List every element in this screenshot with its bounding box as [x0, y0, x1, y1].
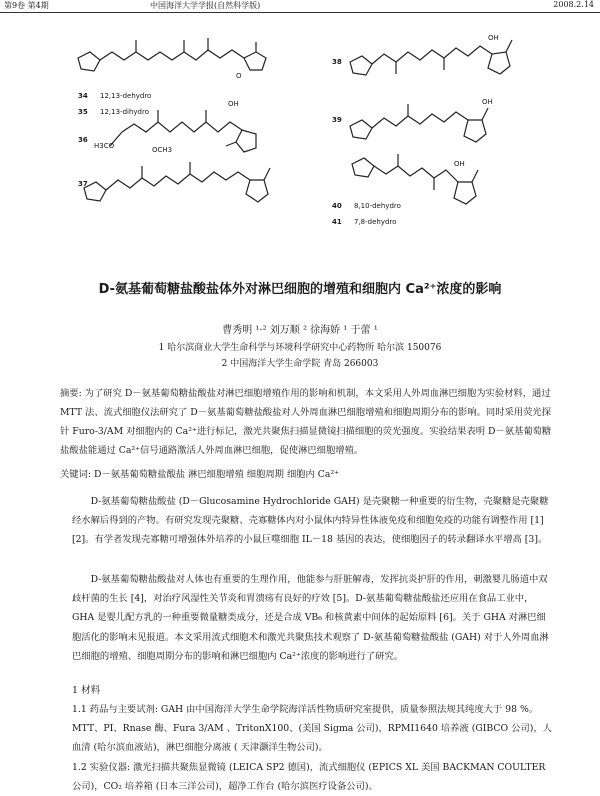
affiliation-1: 1 哈尔滨商业大学生命科学与环境科学研究中心药物所 哈尔滨 150076 [158, 343, 442, 353]
structure-39 [350, 104, 488, 142]
abstract: 摘要: 为了研究 D－氨基葡萄糖盐酸盐对淋巴细胞增殖作用的影响和机制，本文采用人外周血淋巴细胞为实验材料，通过 MTT 法、流式细胞仪法研究了 D－氨基葡萄糖盐酸盐对人外周血淋巴细胞增殖和细胞周期分布的影响。同时采用荧光探针 Furo-3/AM 对细胞内的 Ca²⁺进行标记，激光共聚焦扫描显微镜扫描细胞的荧光强度。实验结果表明 D－氨基葡萄糖盐酸盐能通过 Ca²⁺信号通路激活人外周血淋巴细胞，促使淋巴细胞增殖。 [60, 388, 552, 456]
keywords: 关键词: D－氨基葡萄糖盐酸盐 淋巴细胞增殖 细胞周期 细胞内 Ca²⁺ [60, 469, 340, 480]
compound-label: 39 [332, 116, 342, 124]
article-title: D-氨基葡萄糖盐酸盐体外对淋巴细胞的增殖和细胞内 Ca²⁺浓度的影响 [98, 282, 502, 297]
atom-o: O [236, 72, 242, 80]
atom-oh-40: OH [454, 160, 465, 168]
compound-label: 37 [78, 180, 88, 188]
running-header [0, 0, 600, 13]
atom-oh-38: OH [488, 34, 499, 42]
compound-label: 36 [78, 136, 88, 144]
structure-38 [350, 40, 512, 75]
authors: 曹秀明 ¹·² 刘万顺 ² 徐海娇 ¹ 于蕾 ¹ [222, 325, 378, 336]
affiliation-2: 2 中国海洋大学生命学院 青岛 266003 [221, 359, 379, 369]
paragraph-intro-2: D-氨基葡萄糖盐酸盐对人体也有重要的生理作用，他能参与肝脏解毒，发挥抗炎护肝的作用，刺激婴儿肠道中双歧杆菌的生长 [4]，对治疗风湿性关节炎和胃溃疡有良好的疗效 [5]。D-氨基葡萄糖盐酸盐还应用在食品工业中，GHA 是婴儿配方乳的一种重要微量糖类成分，还是合成 VB₆ 和核黄素中间体的起始原料 [6]。关于 GHA 对淋巴细胞活化的影响未见报道。本文采用流式细胞术和激光共聚焦技术观察了 D-氨基葡萄糖盐酸盐 (GAH) 对于人外周血淋巴细胞的增殖、细胞周期分布的影响和淋巴细胞内 Ca²⁺浓度的影响进行了研究。 [72, 574, 549, 662]
paragraph-instruments: 1.2 实验仪器: 激光扫描共聚焦显微镜 (LEICA SP2 德国)，流式细胞仪 (EPICS XL 美国 BACKMAN COULTER 公司)，CO₂ 培养箱 (日本三洋公司)，超净工作台 (哈尔滨医疗设备公司)。 [72, 762, 546, 793]
header-date: 2008.2.14 [553, 0, 594, 9]
structure-top-left [78, 38, 266, 71]
header-journal: 中国海洋大学学报(自然科学版) [150, 1, 261, 10]
paragraph-reagents: 1.1 药品与主要试剂: GAH 由中国海洋大学生命学院海洋活性物质研究室提供，质量参照法规其纯度大于 98 %。MTT、PI、Rnase 酶、Fura 3/AM 、TritonX100、(美国 Sigma 公司)，RPMI1640 培养液 (GIBCO 公司)，人血清 (哈尔滨血液站)，淋巴细胞分离液 ( 天津灏洋生物公司)。 [72, 704, 552, 754]
compound-label: 41 7,8-dehydro [332, 218, 397, 226]
atom-ome: H3CO [94, 142, 115, 150]
compound-label: 35 12,13-dihydro [78, 108, 149, 116]
header-volume: 第9卷 第4期 [4, 1, 49, 10]
atom-oh: OH [228, 100, 239, 108]
compound-label: 34 12,13-dehydro [78, 92, 152, 100]
atom-och3: OCH3 [152, 146, 173, 154]
paragraph-intro-1: D-氨基葡萄糖盐酸盐 (D－Glucosamine Hydrochloride GAH) 是壳聚糖一种重要的衍生物，壳聚糖是壳聚糖经水解后得到的产物。有研究发现壳聚糖、壳寡糖体内对小鼠体内特异性体液免疫和细胞免疫的功能有调整作用 [1][2]。有学者发现壳寡糖可增强体外培养的小鼠巨噬细胞 IL－18 基因的表达，使细胞因子的转录翻译水平增高 [3]。 [72, 496, 549, 546]
compound-label: 38 [332, 58, 342, 66]
structure-36 [110, 110, 256, 152]
atom-oh-39: OH [482, 98, 493, 106]
structure-37 [84, 162, 270, 202]
chemical-structures-figure [0, 14, 600, 272]
section-heading-materials: 1 材料 [72, 685, 101, 696]
compound-label: 40 8,10-dehydro [332, 202, 401, 210]
